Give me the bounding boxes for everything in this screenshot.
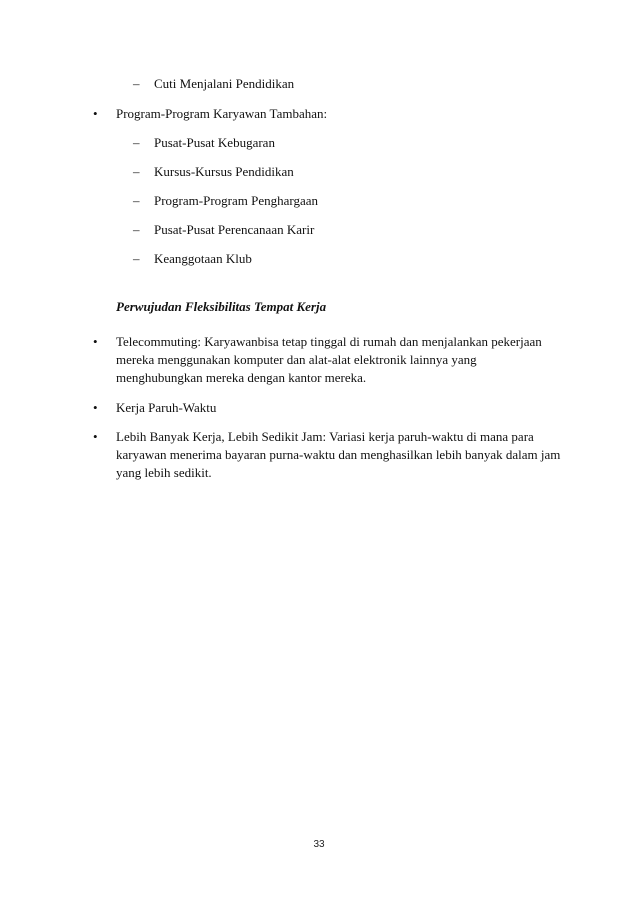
- paragraph-line: menghubungkan mereka dengan kantor mereka.: [116, 370, 367, 385]
- dash-marker: –: [133, 164, 140, 179]
- bullet-marker: •: [93, 429, 98, 444]
- dash-marker: –: [133, 251, 140, 266]
- dash-marker: –: [133, 222, 140, 237]
- page-number: 33: [313, 839, 325, 850]
- list-item: Program-Program Penghargaan: [154, 193, 319, 208]
- dash-marker: –: [133, 193, 140, 208]
- paragraph-line: Lebih Banyak Kerja, Lebih Sedikit Jam: Variasi kerja paruh-waktu di mana para: [116, 429, 534, 444]
- list-item: Pusat-Pusat Perencanaan Karir: [154, 222, 315, 237]
- paragraph-line: mereka menggunakan komputer dan alat-alat elektronik lainnya yang: [116, 352, 477, 367]
- dash-marker: –: [133, 135, 140, 150]
- bullet-marker: •: [93, 400, 98, 415]
- paragraph-line: Kerja Paruh-Waktu: [116, 400, 217, 415]
- paragraph-line: yang lebih sedikit.: [116, 465, 212, 480]
- list-item: Kursus-Kursus Pendidikan: [154, 164, 294, 179]
- additional-programs-title: Program-Program Karyawan Tambahan:: [116, 106, 328, 121]
- section-heading: Perwujudan Fleksibilitas Tempat Kerja: [116, 299, 327, 314]
- list-item: Keanggotaan Klub: [154, 251, 252, 266]
- paragraph-line: Telecommuting: Karyawanbisa tetap tinggal di rumah dan menjalankan pekerjaan: [116, 334, 542, 349]
- dash-marker: –: [133, 76, 140, 91]
- bullet-marker: •: [93, 106, 98, 121]
- list-item: Pusat-Pusat Kebugaran: [154, 135, 275, 150]
- paragraph-line: karyawan menerima bayaran purna-waktu dan menghasilkan lebih banyak dalam jam: [116, 447, 561, 462]
- list-item-cuti: Cuti Menjalani Pendidikan: [154, 76, 295, 91]
- bullet-marker: •: [93, 334, 98, 349]
